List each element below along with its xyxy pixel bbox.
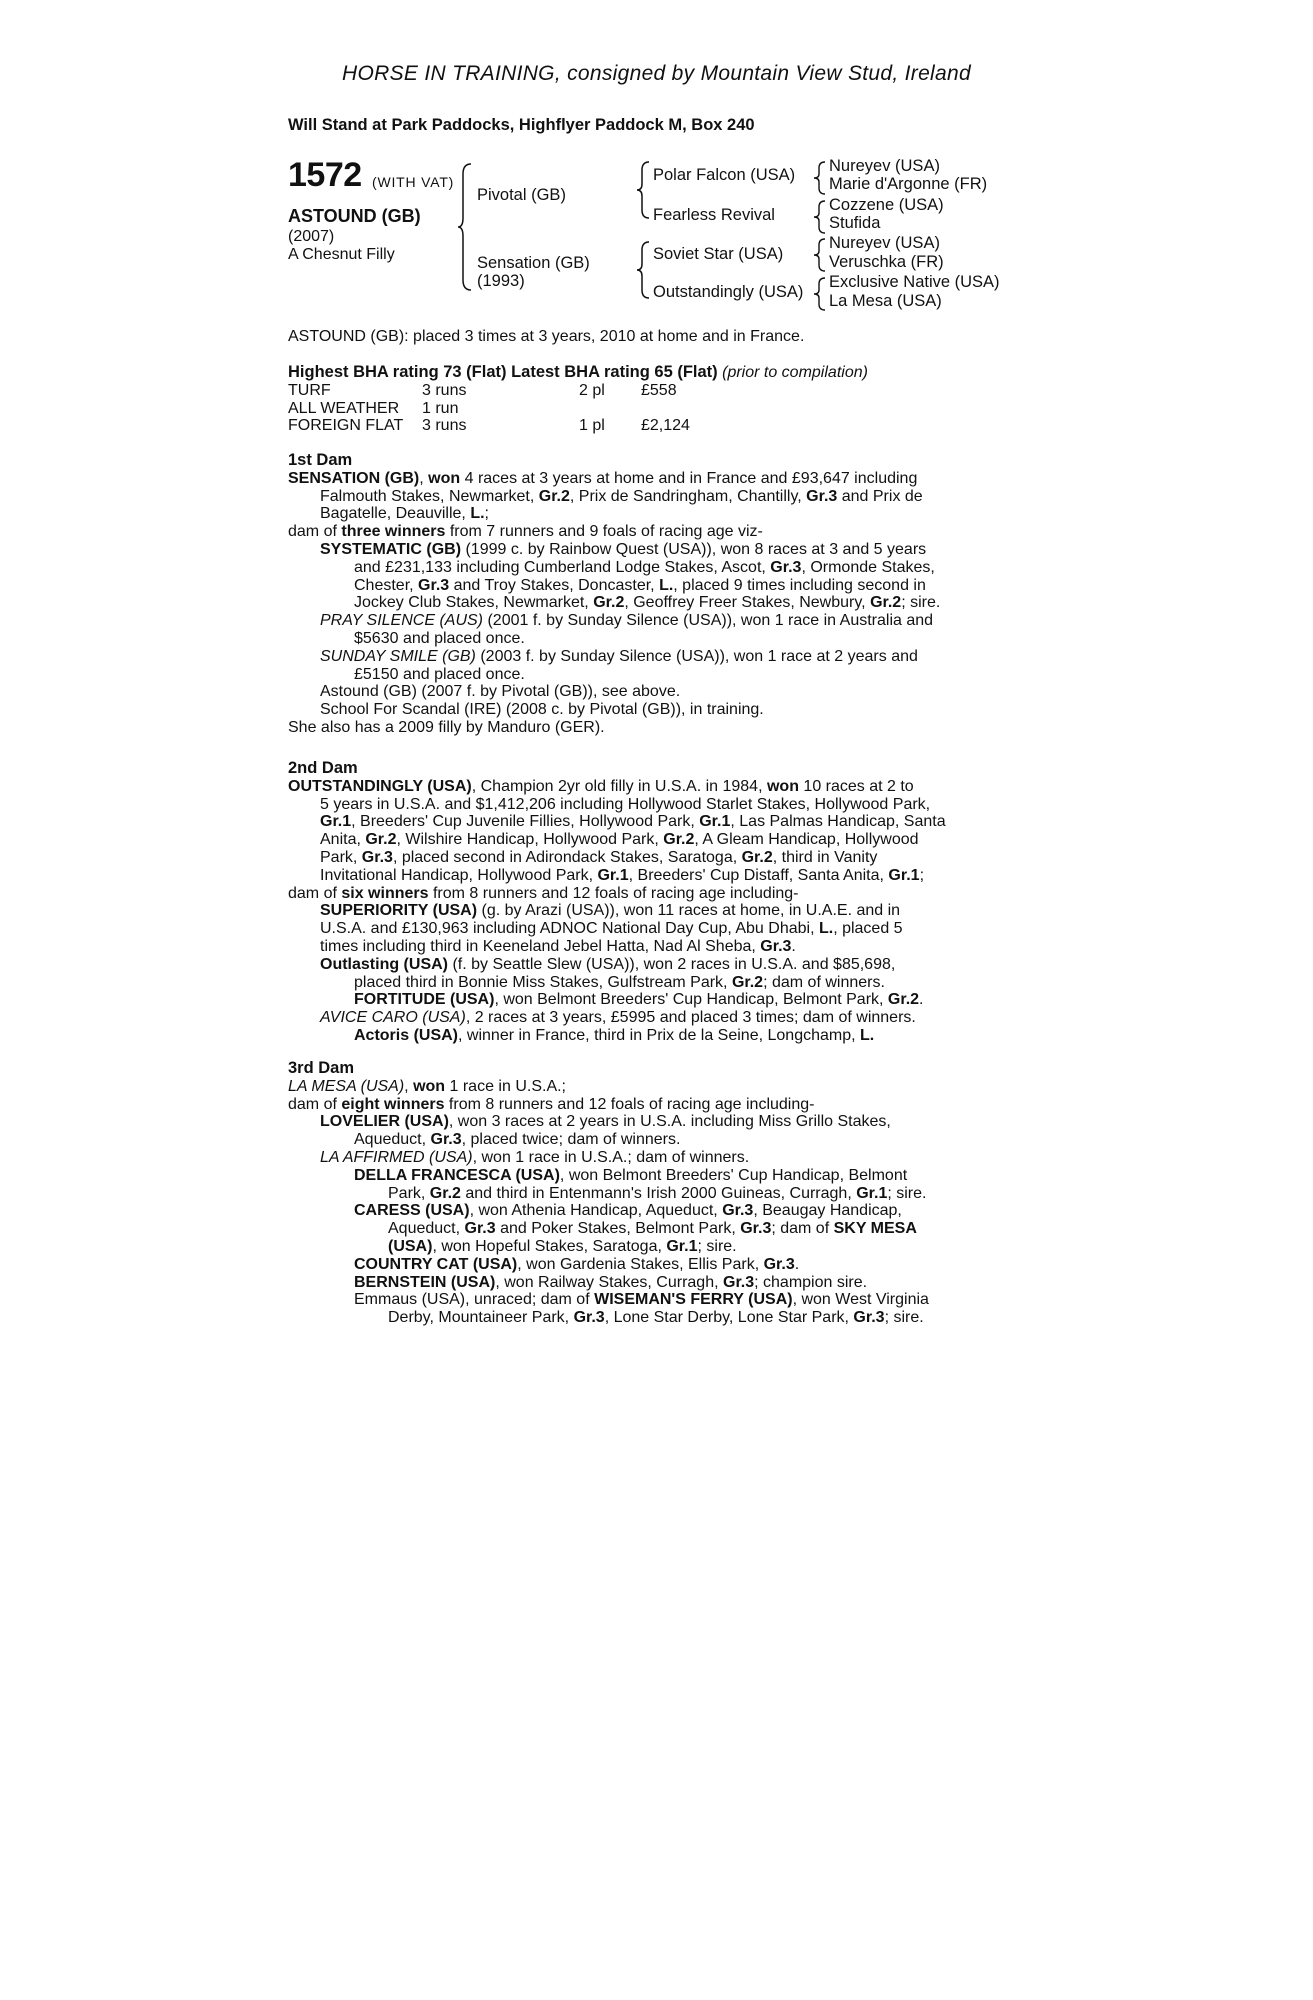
- text-span: from 8 runners and 12 foals of racing age including-: [428, 884, 799, 902]
- text-span: (1999 c. by Rainbow Quest (USA)), won 8 races at 3 and 5 years: [461, 540, 927, 558]
- text-line: [288, 1256, 1006, 1274]
- text-line: [288, 920, 1006, 938]
- text-line: She also has a 2009 filly by Manduro (GER).: [288, 718, 605, 736]
- performance-summary: ASTOUND (GB): placed 3 times at 3 years, 2010 at home and in France.: [288, 328, 805, 345]
- table-row: [288, 400, 690, 418]
- pedigree-dam-year: (1993): [477, 272, 525, 290]
- text-span: , won Railway Stakes, Curragh,: [495, 1273, 723, 1291]
- text-span: Gr.2: [538, 487, 570, 505]
- amount-cell: £558: [641, 381, 677, 399]
- text-span: , Las Palmas Handicap, Santa: [730, 813, 946, 831]
- text-span: and £231,133 including Cumberland Lodge Stakes, Ascot,: [354, 558, 771, 576]
- text-span: , Geoffrey Freer Stakes, Newbury,: [624, 594, 871, 612]
- text-line: [288, 1185, 1006, 1203]
- text-line: [288, 541, 1006, 559]
- pedigree-brace-g1: [812, 160, 828, 196]
- text-span: , won Belmont Breeders' Cup Handicap, Belmont Park,: [494, 991, 888, 1009]
- text-line: [288, 1078, 1006, 1096]
- text-span: , 2 races at 3 years, £5995 and placed 3 times; dam of winners.: [465, 1009, 916, 1027]
- text-span: , won Athenia Handicap, Aqueduct,: [469, 1202, 723, 1220]
- text-span: (2003 f. by Sunday Silence (USA)), won 1 race at 2 years and: [475, 647, 918, 665]
- text-span: Gr.2: [731, 973, 764, 991]
- text-line: [288, 938, 1006, 956]
- dam-name: LA MESA (USA): [288, 1077, 405, 1095]
- text-span: , placed 5: [833, 920, 903, 938]
- text-line: [288, 648, 1006, 666]
- pedigree-sire: Pivotal (GB): [477, 186, 566, 204]
- text-span: Gr.3: [722, 1202, 754, 1220]
- offspring-name: DELLA FRANCESCA (USA): [354, 1166, 560, 1184]
- text-line: [288, 505, 1006, 523]
- text-span: Gr.3: [430, 1131, 462, 1149]
- text-span: , won West Virginia: [792, 1291, 929, 1309]
- dam-name: SENSATION (GB): [288, 469, 420, 487]
- text-line: [288, 666, 1006, 684]
- text-span: dam of: [288, 523, 342, 541]
- text-line: [288, 1238, 1006, 1256]
- text-span: , third in Vanity: [772, 848, 878, 866]
- text-span: ; sire.: [901, 594, 941, 612]
- horse-name: ASTOUND (GB): [288, 206, 421, 226]
- text-span: , winner in France, third in Prix de la Seine, Longchamp,: [458, 1026, 860, 1044]
- text-span: Derby, Mountaineer Park,: [388, 1309, 574, 1327]
- text-span: 1 race in U.S.A.;: [445, 1077, 566, 1095]
- section-heading: 3rd Dam: [288, 1059, 355, 1077]
- text-span: Gr.2: [663, 831, 695, 849]
- text-span: and Troy Stakes, Doncaster,: [449, 576, 660, 594]
- pedigree-dam: Sensation (GB): [477, 254, 590, 272]
- pedigree-brace-main: [456, 162, 476, 292]
- text-span: Park,: [388, 1184, 430, 1202]
- offspring-name: AVICE CARO (USA): [320, 1009, 466, 1027]
- text-line: [288, 1291, 1006, 1309]
- text-line: [288, 1220, 1006, 1238]
- text-line: [288, 813, 1006, 831]
- text-line: [288, 577, 1006, 595]
- race-record-table: [288, 382, 690, 435]
- offspring-name: CARESS (USA): [354, 1202, 470, 1220]
- text-span: , placed 9 times including second in: [673, 576, 926, 594]
- text-span: Gr.2: [887, 991, 920, 1009]
- text-line: [288, 849, 1006, 867]
- stand-location: Will Stand at Park Paddocks, Highflyer Paddock M, Box 240: [288, 116, 755, 134]
- text-span: SKY MESA: [833, 1220, 917, 1238]
- text-span: L.: [659, 576, 674, 594]
- text-span: , Ormonde Stakes,: [801, 558, 935, 576]
- text-span: .: [791, 937, 796, 955]
- text-span: ,: [419, 469, 429, 487]
- text-span: Gr.3: [740, 1220, 772, 1238]
- text-line: [288, 1131, 1006, 1149]
- text-span: won: [766, 777, 799, 795]
- offspring-name: SYSTEMATIC (GB): [320, 540, 462, 558]
- lot-number: 1572: [288, 156, 362, 194]
- text-span: and Poker Stakes, Belmont Park,: [495, 1220, 741, 1238]
- offspring-name: Outlasting (USA): [320, 955, 448, 973]
- text-span: Gr.1: [597, 866, 629, 884]
- ratings-block: [288, 364, 1006, 435]
- text-span: , Champion 2yr old filly in U.S.A. in 1984,: [471, 777, 767, 795]
- text-span: Gr.1: [320, 813, 352, 831]
- text-span: Gr.1: [856, 1184, 888, 1202]
- placed-cell: [579, 400, 641, 418]
- ratings-heading: Highest BHA rating 73 (Flat) Latest BHA rating 65 (Flat): [288, 363, 718, 381]
- text-span: (g. by Arazi (USA)), won 11 races at home, in U.A.E. and in: [477, 902, 901, 920]
- offspring-name: SUPERIORITY (USA): [320, 902, 478, 920]
- text-span: , Lone Star Derby, Lone Star Park,: [604, 1309, 854, 1327]
- text-line: [288, 902, 1006, 920]
- text-span: , Beaugay Handicap,: [753, 1202, 902, 1220]
- text-line: [288, 559, 1006, 577]
- surface-cell: ALL WEATHER: [288, 399, 400, 417]
- text-span: three winners: [341, 523, 446, 541]
- text-span: Gr.2: [429, 1184, 461, 1202]
- text-span: Bagatelle, Deauville,: [320, 505, 471, 523]
- pedigree-g1: Nureyev (USA): [829, 157, 940, 175]
- pedigree-brace-sire: [635, 160, 653, 220]
- text-span: ;: [484, 505, 489, 523]
- surface-cell: TURF: [288, 381, 331, 399]
- table-row: [288, 382, 690, 400]
- text-line: [288, 1096, 1006, 1114]
- text-span: Gr.3: [763, 1255, 795, 1273]
- text-span: from 7 runners and 9 foals of racing age viz-: [445, 523, 763, 541]
- text-span: Gr.3: [573, 1309, 605, 1327]
- text-line: [288, 885, 1006, 903]
- pedigree-g5: Nureyev (USA): [829, 234, 940, 252]
- text-span: Gr.3: [361, 848, 393, 866]
- text-span: ; sire.: [697, 1237, 737, 1255]
- text-span: .: [794, 1255, 800, 1273]
- text-line: [288, 778, 1006, 796]
- text-span: Gr.3: [723, 1273, 755, 1291]
- pedigree-g6: Veruschka (FR): [829, 253, 944, 271]
- pedigree-brace-dam: [635, 240, 653, 300]
- placed-cell: 1 pl: [579, 417, 605, 435]
- amount-cell: [641, 400, 690, 418]
- text-line: [288, 867, 1006, 885]
- horse-year: (2007): [288, 228, 335, 245]
- text-line: [288, 991, 1006, 1009]
- pedigree-g3: Cozzene (USA): [829, 196, 944, 214]
- text-span: Falmouth Stakes, Newmarket,: [320, 487, 539, 505]
- text-span: ; champion sire.: [754, 1273, 868, 1291]
- text-line: [288, 1027, 1006, 1045]
- text-line: [288, 1202, 1006, 1220]
- text-span: , placed second in Adirondack Stakes, Saratoga,: [392, 848, 742, 866]
- text-span: and Prix de: [837, 487, 923, 505]
- text-line: [288, 523, 1006, 541]
- pedigree-g2: Marie d'Argonne (FR): [829, 175, 988, 193]
- text-span: Gr.3: [770, 558, 802, 576]
- pedigree-sire-dam: Fearless Revival: [653, 206, 775, 224]
- section-heading: 2nd Dam: [288, 759, 358, 777]
- summary-block: [288, 328, 1006, 346]
- text-span: ; sire.: [884, 1309, 924, 1327]
- surface-cell: FOREIGN FLAT: [288, 417, 404, 435]
- text-span: eight winners: [341, 1095, 445, 1113]
- text-span: , won 1 race in U.S.A.; dam of winners.: [472, 1148, 750, 1166]
- text-span: placed third in Bonnie Miss Stakes, Gulfstream Park,: [354, 973, 732, 991]
- text-span: WISEMAN'S FERRY (USA): [594, 1291, 793, 1309]
- dam-name: OUTSTANDINGLY (USA): [288, 777, 472, 795]
- pedigree-brace-g2: [812, 199, 828, 235]
- page-title: HORSE IN TRAINING, consigned by Mountain View Stud, Ireland: [342, 62, 971, 85]
- text-span: U.S.A. and £130,963 including ADNOC National Day Cup, Abu Dhabi,: [320, 920, 819, 938]
- section-heading: 1st Dam: [288, 451, 353, 469]
- horse-description: A Chesnut Filly: [288, 246, 395, 263]
- text-span: Gr.2: [870, 594, 902, 612]
- text-span: Gr.2: [593, 594, 625, 612]
- ratings-note: (prior to compilation): [722, 364, 868, 381]
- text-span: L.: [818, 920, 834, 938]
- text-line: School For Scandal (IRE) (2008 c. by Pivotal (GB)), in training.: [320, 701, 764, 719]
- text-line: [288, 974, 1006, 992]
- text-span: Gr.3: [760, 937, 792, 955]
- text-line: [288, 612, 1006, 630]
- text-span: from 8 runners and 12 foals of racing age including-: [444, 1095, 815, 1113]
- text-span: (2001 f. by Sunday Silence (USA)), won 1 race in Australia and: [483, 612, 934, 630]
- text-span: , Breeders' Cup Juvenile Fillies, Hollywood Park,: [351, 813, 700, 831]
- text-span: won: [413, 1077, 446, 1095]
- text-span: Gr.1: [699, 813, 731, 831]
- text-span: 10 races at 2 to: [798, 777, 914, 795]
- text-line: [288, 1149, 1006, 1167]
- text-span: , won Hopeful Stakes, Saratoga,: [432, 1237, 667, 1255]
- text-line: Astound (GB) (2007 f. by Pivotal (GB)), see above.: [320, 683, 681, 701]
- text-span: Invitational Handicap, Hollywood Park,: [320, 866, 598, 884]
- text-line: [288, 1274, 1006, 1292]
- text-span: L.: [470, 505, 485, 523]
- text-line: [288, 831, 1006, 849]
- amount-cell: £2,124: [641, 417, 690, 435]
- pedigree-g7: Exclusive Native (USA): [829, 273, 1000, 291]
- text-span: Gr.2: [741, 848, 773, 866]
- pedigree-brace-g4: [812, 276, 828, 312]
- text-line: [288, 594, 1006, 612]
- text-line: [288, 364, 1006, 382]
- text-span: Gr.3: [806, 487, 838, 505]
- third-dam-section: [288, 1060, 1006, 1327]
- text-span: (f. by Seattle Slew (USA)), won 2 races in U.S.A. and $85,698,: [448, 955, 896, 973]
- text-span: ; dam of: [771, 1220, 834, 1238]
- text-span: ; sire.: [887, 1184, 927, 1202]
- text-span: L.: [860, 1026, 875, 1044]
- text-line: [288, 1113, 1006, 1131]
- text-span: $5630 and placed once.: [354, 629, 525, 647]
- text-span: , Breeders' Cup Distaff, Santa Anita,: [628, 866, 889, 884]
- text-line: [288, 488, 1006, 506]
- pedigree-dam-sire: Soviet Star (USA): [653, 245, 784, 263]
- text-span: , Prix de Sandringham, Chantilly,: [569, 487, 807, 505]
- offspring-name: LA AFFIRMED (USA): [320, 1148, 473, 1166]
- text-line: 5 years in U.S.A. and $1,412,206 including Hollywood Starlet Stakes, Hollywood Park,: [320, 795, 931, 813]
- second-dam-section: [288, 760, 1006, 1045]
- text-span: 4 races at 3 years at home and in France and £93,647 including: [460, 469, 918, 487]
- text-span: Gr.1: [666, 1237, 698, 1255]
- text-span: Chester,: [354, 576, 419, 594]
- text-span: six winners: [341, 884, 429, 902]
- text-span: (USA): [388, 1237, 433, 1255]
- text-span: , won Belmont Breeders' Cup Handicap, Belmont: [559, 1166, 908, 1184]
- text-span: and third in Entenmann's Irish 2000 Guineas, Curragh,: [460, 1184, 857, 1202]
- offspring-name: Actoris (USA): [354, 1026, 459, 1044]
- text-line: [288, 1009, 1006, 1027]
- vat-note: (WITH VAT): [372, 174, 455, 190]
- text-span: Jockey Club Stakes, Newmarket,: [354, 594, 594, 612]
- text-span: Aqueduct,: [388, 1220, 465, 1238]
- text-span: times including third in Keeneland Jebel Hatta, Nad Al Sheba,: [320, 937, 761, 955]
- text-span: dam of: [288, 1095, 342, 1113]
- offspring-name: LOVELIER (USA): [320, 1113, 449, 1131]
- text-line: [288, 956, 1006, 974]
- first-dam-section: [288, 452, 1006, 737]
- runs-cell: 1 run: [422, 399, 459, 417]
- pedigree-brace-g3: [812, 237, 828, 273]
- pedigree-g4: Stufida: [829, 214, 881, 232]
- text-line: [288, 470, 1006, 488]
- text-span: , won 3 races at 2 years in U.S.A. including Miss Grillo Stakes,: [448, 1113, 891, 1131]
- text-span: Gr.3: [464, 1220, 496, 1238]
- text-line: [288, 630, 1006, 648]
- pedigree-dam-dam: Outstandingly (USA): [653, 283, 804, 301]
- table-row: [288, 417, 690, 435]
- runs-cell: 3 runs: [422, 417, 467, 435]
- offspring-name: FORTITUDE (USA): [354, 991, 495, 1009]
- text-span: Aqueduct,: [354, 1131, 431, 1149]
- text-line: [288, 1309, 1006, 1327]
- offspring-name: PRAY SILENCE (AUS): [320, 612, 484, 630]
- text-span: Anita,: [320, 831, 366, 849]
- text-span: won: [428, 469, 461, 487]
- text-span: Emmaus (USA), unraced; dam of: [354, 1291, 595, 1309]
- text-span: £5150 and placed once.: [354, 665, 525, 683]
- text-span: , A Gleam Handicap, Hollywood: [694, 831, 919, 849]
- pedigree-sire-sire: Polar Falcon (USA): [653, 166, 796, 184]
- text-span: dam of: [288, 884, 342, 902]
- text-span: Gr.1: [888, 866, 920, 884]
- text-span: , Wilshire Handicap, Hollywood Park,: [396, 831, 664, 849]
- text-span: , won Gardenia Stakes, Ellis Park,: [517, 1255, 764, 1273]
- placed-cell: 2 pl: [579, 381, 605, 399]
- text-span: ;: [919, 866, 925, 884]
- text-span: Park,: [320, 848, 362, 866]
- text-span: Gr.2: [365, 831, 397, 849]
- pedigree-g8: La Mesa (USA): [829, 292, 942, 310]
- text-span: , placed twice; dam of winners.: [461, 1131, 681, 1149]
- text-span: Gr.3: [418, 576, 450, 594]
- text-span: ,: [404, 1077, 414, 1095]
- runs-cell: 3 runs: [422, 381, 467, 399]
- text-span: ; dam of winners.: [763, 973, 885, 991]
- offspring-name: COUNTRY CAT (USA): [354, 1255, 518, 1273]
- offspring-name: BERNSTEIN (USA): [354, 1273, 496, 1291]
- text-span: Gr.3: [853, 1309, 885, 1327]
- text-span: .: [919, 991, 924, 1009]
- text-line: [288, 1167, 1006, 1185]
- offspring-name: SUNDAY SMILE (GB): [320, 647, 476, 665]
